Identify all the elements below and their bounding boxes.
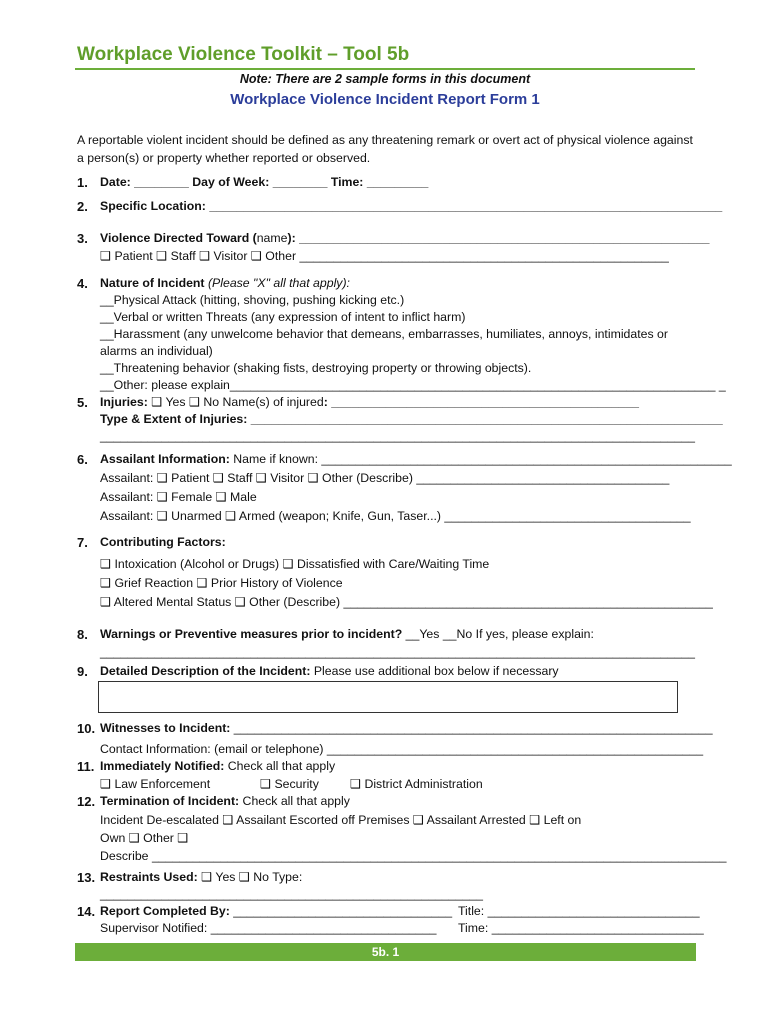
restraints-label: Restraints Used: — [100, 870, 198, 884]
description-label: Detailed Description of the Incident: — [100, 664, 311, 678]
notified-hint: Check all that apply — [224, 759, 336, 773]
nature-option-threats[interactable]: __Verbal or written Threats (any expression of intent to inflict harm) — [100, 310, 466, 324]
nature-option-other[interactable]: __Other: please explain_______________________________________________________________________ _ — [100, 378, 726, 392]
injuries-field[interactable] — [100, 395, 639, 409]
notified-law-enforcement[interactable]: ❑ Law Enforcement — [100, 777, 211, 791]
intro-paragraph: A reportable violent incident should be defined as any threatening remark or overt act of physical violence against a person(s) or property whether reported or observed. — [77, 133, 693, 165]
restraints-type-line[interactable]: ________________________________________________________ — [100, 887, 483, 901]
contributing-factors-heading: Contributing Factors: — [100, 535, 226, 549]
item-number: 9. — [77, 664, 88, 679]
item-number: 3. — [77, 231, 88, 246]
witnesses-line: ______________________________________________________________________ — [230, 721, 713, 735]
nature-option-harassment-cont: alarms an individual) — [100, 344, 213, 358]
item-number: 8. — [77, 627, 88, 642]
assailant-armed-options[interactable]: Assailant: ❑ Unarmed ❑ Armed (weapon; Knife, Gun, Taser...) ____________________________________ — [100, 509, 691, 523]
completed-label: Report Completed By: — [100, 904, 230, 918]
item-number: 5. — [77, 395, 88, 410]
warnings-options: __Yes __No If yes, please explain: — [402, 627, 594, 641]
contact-information-field[interactable]: Contact Information: (email or telephone) _______________________________________________________ — [100, 742, 704, 756]
nature-label: Nature of Incident — [100, 276, 205, 290]
item-number: 10. — [77, 721, 96, 736]
date-field-line[interactable]: Date: ________ Day of Week: ________ Time: _________ — [100, 175, 429, 189]
factors-options-row-3[interactable]: ❑ Altered Mental Status ❑ Other (Describe) ______________________________________________________ — [100, 595, 713, 609]
termination-hint: Check all that apply — [239, 794, 350, 808]
injury-blank-line[interactable]: _______________________________________________________________________________________ — [100, 429, 695, 443]
assailant-label: Assailant Information: — [100, 452, 230, 466]
termination-options-row-2[interactable]: Own ❑ Other ❑ — [100, 831, 189, 845]
nature-hint: (Please "X" all that apply): — [204, 276, 350, 290]
factors-options-row-1[interactable]: ❑ Intoxication (Alcohol or Drugs) ❑ Dissatisfied with Care/Waiting Time — [100, 557, 490, 571]
title-field[interactable]: Title: _______________________________ — [458, 904, 700, 918]
toolkit-title: Workplace Violence Toolkit – Tool 5b — [77, 44, 410, 65]
factors-options-row-2[interactable]: ❑ Grief Reaction ❑ Prior History of Violence — [100, 576, 343, 590]
witnesses-field[interactable] — [100, 721, 713, 735]
warnings-field[interactable] — [100, 627, 594, 641]
warnings-label: Warnings or Preventive measures prior to incident? — [100, 627, 403, 641]
injury-type-field[interactable]: Type & Extent of Injuries: _____________________________________________________________________ — [100, 412, 723, 426]
item-number: 6. — [77, 452, 88, 467]
notified-district-admin[interactable]: ❑ District Administration — [350, 777, 483, 791]
assailant-type-options[interactable]: Assailant: ❑ Patient ❑ Staff ❑ Visitor ❑ Other (Describe) _____________________________________ — [100, 471, 670, 485]
violence-directed-field[interactable] — [100, 231, 709, 245]
item-number: 13. — [77, 870, 96, 885]
page-number-footer: 5b. 1 — [75, 943, 696, 961]
assailant-sex-options[interactable]: Assailant: ❑ Female ❑ Male — [100, 490, 257, 504]
assailant-name-line: Name if known: ____________________________________________________________ — [229, 452, 732, 466]
warnings-blank-line[interactable]: _______________________________________________________________________________________ — [100, 645, 695, 659]
description-text-box[interactable] — [98, 681, 678, 713]
completed-by-field[interactable] — [100, 904, 452, 918]
assailant-name-field[interactable] — [100, 452, 732, 466]
item-number: 2. — [77, 199, 88, 214]
restraints-options: ❑ Yes ❑ No Type: — [197, 870, 303, 884]
injuries-label: Injuries: — [100, 395, 148, 409]
nature-option-physical[interactable]: __Physical Attack (hitting, shoving, pushing kicking etc.) — [100, 293, 405, 307]
form-title: Workplace Violence Incident Report Form 1 — [230, 91, 540, 108]
time-field[interactable]: Time: _______________________________ — [458, 921, 704, 935]
item-number: 4. — [77, 276, 88, 291]
termination-options-row-1[interactable]: Incident De-escalated ❑ Assailant Escorted off Premises ❑ Assailant Arrested ❑ Left on — [100, 813, 582, 827]
item-number: 12. — [77, 794, 96, 809]
termination-heading — [100, 794, 350, 808]
notified-heading — [100, 759, 335, 773]
nature-option-threatening[interactable]: __Threatening behavior (shaking fists, destroying property or throwing objects). — [100, 361, 532, 375]
violence-name-hint: name — [256, 231, 288, 245]
notified-security[interactable]: ❑ Security — [260, 777, 319, 791]
location-field-line[interactable]: Specific Location: ___________________________________________________________________________ — [100, 199, 723, 213]
description-hint: Please use additional box below if necessary — [310, 664, 559, 678]
supervisor-notified-field[interactable]: Supervisor Notified: _________________________________ — [100, 921, 437, 935]
restraints-field[interactable] — [100, 870, 302, 884]
item-number: 14. — [77, 904, 96, 919]
termination-label: Termination of Incident: — [100, 794, 240, 808]
injuries-options: ❑ Yes ❑ No Name(s) of injured — [147, 395, 324, 409]
termination-describe-line[interactable]: Describe ____________________________________________________________________________________ — [100, 849, 727, 863]
notified-label: Immediately Notified: — [100, 759, 225, 773]
violence-target-options[interactable]: ❑ Patient ❑ Staff ❑ Visitor ❑ Other ______________________________________________________ — [100, 249, 669, 263]
nature-option-harassment[interactable]: __Harassment (any unwelcome behavior that demeans, embarrasses, humiliates, annoys, intimidates or — [100, 327, 668, 341]
sample-note: Note: There are 2 sample forms in this document — [239, 72, 531, 86]
completed-line: ________________________________ — [229, 904, 453, 918]
nature-of-incident-heading — [100, 276, 350, 290]
description-heading — [100, 664, 559, 678]
item-number: 7. — [77, 535, 88, 550]
title-rule — [75, 68, 695, 70]
violence-line: ): ____________________________________________________________ — [287, 231, 710, 245]
item-number: 1. — [77, 175, 88, 190]
item-number: 11. — [77, 759, 95, 774]
injuries-line: : _____________________________________________ — [323, 395, 639, 409]
witnesses-label: Witnesses to Incident: — [100, 721, 231, 735]
violence-label: Violence Directed Toward ( — [100, 231, 257, 245]
